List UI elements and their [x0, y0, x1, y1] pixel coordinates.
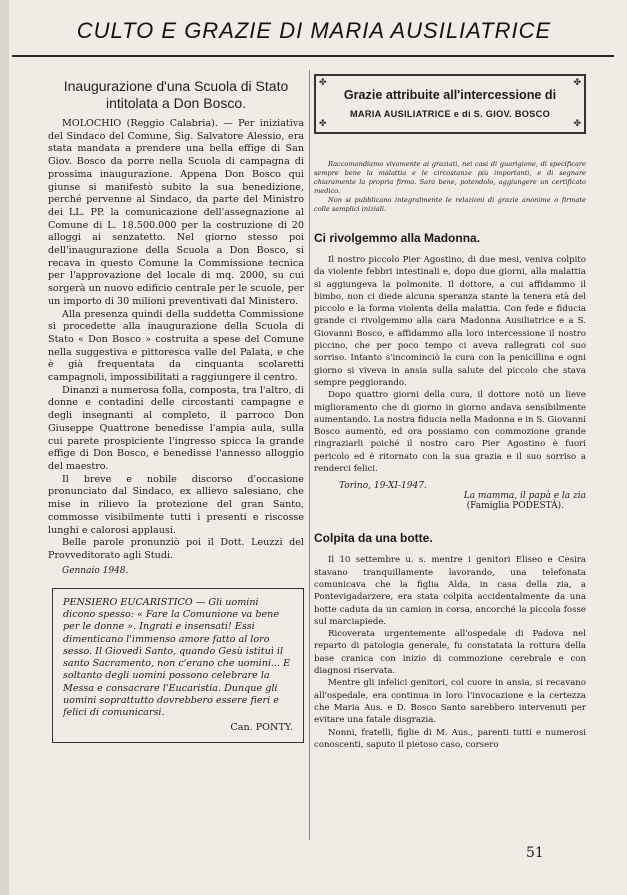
article-title	[48, 78, 304, 112]
box-lead: PENSIERO EUCARISTICO —	[63, 596, 206, 608]
notice-paragraph: Non si pubblicano integralmente le relazioni di grazie anonime o firmate colle semplici iniziali.	[314, 196, 586, 213]
graces-header-box	[314, 74, 586, 134]
article-paragraph: Alla presenza quindi della suddetta Commissione si procedette alla inaugurazione della Scuola di Stato « Don Bosco » costruita a spese del Comune nella suggestiva e pittoresca valle del Palata, e che è già frequentata da cinquanta scolaretti campagnoli, impossibilitati a raggiungere il centro.	[48, 308, 304, 384]
section-paragraph: Dopo quattro giorni della cura, il dottore notò un lieve miglioramento che di giorno in giorno andava sensibilmente aumentando. La nostra fiducia nella Madonna e in S. Giovanni Bosco aumentò, ed ora possiamo con commozione grande ringraziarli poiché il nostro caro Pier Agostino è fuori pericolo ed è ritornato con la sua grazia e il suo sorriso a renderci felici.	[314, 390, 586, 475]
section-date: Torino, 19-XI-1947.	[339, 481, 427, 492]
article-title-line1: Inaugurazione d'una Scuola di Stato	[63, 78, 289, 94]
page-binding-edge	[0, 0, 9, 895]
article-paragraph: MOLOCHIO (Reggio Calabria). — Per iniziativa del Sindaco del Comune, Sig. Salvatore Alessio, era stata mandata a prendere una bella effige di San Giov. Bosco da porre nella Scuola di campagna di prossima inaugurazione. Appena Don Bosco qui giunse si manifestò subito la sua benedizione, perché pervenne al Sindaco, da parte del Ministro dei LL. PP. la comunicazione dell'assegnazione al Comune di L. 18.500.000 per la costruzione di 20 alloggi ai senzatetto. Nel giorno stesso poi dell'inaugurazione della Scuola a Don Bosco, si recava in questo Comune la Commissione tecnica per l'approvazione del locale di mq. 2000, su cui sorgerà un nuovo edificio centrale per le scuole, per un importo di 30 milioni preventivati dal Ministero.	[48, 118, 304, 307]
article-paragraph: Il breve e nobile discorso d'occasione pronunciato dal Sindaco, ex allievo salesiano, che mise in rilievo la protezione del gran Santo, commosse visibilmente tutti i presenti e riscosse lunghi e calorosi applausi.	[48, 473, 304, 536]
notice-paragraph: Raccomandiamo vivamente ai graziati, nei casi di guarigione, di specificare sempre bene la malattia e le circostanze più importanti, e di segnare chiaramente la propria firma. Sarà bene, potendolo, aggiungere un certificato medico.	[314, 160, 586, 195]
title-rule	[12, 55, 614, 57]
section-paragraph: Il nostro piccolo Pier Agostino, di due mesi, veniva colpito da violente febbri intestinali e, dopo due giorni, alla malattia si aggiungeva la polmonite. Il dottore, a cui affidammo il bimbo, non ci diede alcuna speranza stante la tenera età del piccolo e la forma violenta della malattia. Con fede e fiducia grande ci rivolgemmo alla cara Madonna Ausiliatrice e a S. Giovanni Bosco, e affidammo alla loro intercessione il nostro piccino, che per poco tempo ci aveva rallegrati col suo sorriso. Intanto s'incominciò la cura con la penicillina e ogni giorno si viveva in ansia sulla salute del piccolo che stava sempre peggiorando.	[314, 255, 586, 388]
article-date: Gennaio 1948.	[62, 565, 129, 576]
page-title: CULTO E GRAZIE DI MARIA AUSILIATRICE	[76, 18, 552, 43]
box-signature: Can. PONTY.	[230, 721, 293, 733]
article-title-line2: intitolata a Don Bosco.	[105, 95, 247, 111]
section-paragraph: Nonni, fratelli, figlie di M. Aus., parenti tutti e numerosi conoscenti, saputo il pietoso caso, corsero	[314, 727, 586, 750]
ornament-icon: ✤	[319, 78, 327, 88]
section-heading: Ci rivolgemmo alla Madonna.	[314, 231, 481, 245]
left-column	[48, 72, 304, 743]
article-paragraph: Dinanzi a numerosa folla, composta, tra l'altro, di donne e contadini delle circostanti campagne e degli insegnanti al completo, il parroco Don Giuseppe Quattrone benedisse l'ampia aula, sulla cui parete prospiciente l'ingresso spicca la grande effige di Don Bosco, e benedisse l'annesso alloggio del maestro.	[48, 384, 304, 472]
section-signature: La mamma, il papà e la zia	[463, 491, 586, 502]
ornament-icon: ✤	[319, 119, 327, 129]
section-paragraph: Mentre gli infelici genitori, col cuore in ansia, si recavano all'ospedale, era continua in loro l'invocazione e la certezza che Maria Aus. e D. Bosco Santo sarebbero intervenuti per evitare una fatale disgrazia.	[314, 678, 586, 726]
graces-header-line1: Grazie attribuite all'intercessione di	[343, 88, 557, 102]
section-paragraph: Ricoverata urgentemente all'ospedale di Padova nel reparto di patologia generale, fu constatata la rottura della base cranica con inizio di commozione cerebrale e con diagnosi riservata.	[314, 629, 586, 677]
column-divider	[309, 70, 310, 840]
graces-header-line2: MARIA AUSILIATRICE e di S. GIOV. BOSCO	[349, 109, 551, 119]
right-column	[314, 72, 586, 751]
ornament-icon: ✤	[573, 78, 581, 88]
section-heading: Colpita da una botte.	[314, 531, 433, 546]
page-number: 51	[526, 845, 544, 861]
section-paragraph: Il 10 settembre u. s. mentre i genitori Eliseo e Cesira stavano tranquillamente lavorando, una telefonata comunicava che la figlia Alda, in casa della zia, a Pontevigadarzere, era stata colpita accidentalmente da una botte caduta da un camion in corsa, ancorché la piccola fosse sul marciapiede.	[314, 555, 586, 627]
eucharistic-thought-box	[52, 588, 304, 743]
article-paragraph: Belle parole pronunziò poi il Dott. Leuzzi del Provveditorato agli Studi.	[48, 537, 304, 561]
box-text: Gli uomini dicono spesso: « Fare la Comunione va bene per le donne ». Ingrati e insensati! Essi dimenticano l'immenso amore fatto al loro sesso. Il Giovedì Santo, quando Gesù istituì il santo Sacramento, non c'erano che uomini... E soltanto degli uomini possono celebrare la Messa e consacrare l'Eucaristia. Dunque gli uomini soprattutto dovrebbero essere fieri e felici di comunicarsi.	[63, 596, 291, 719]
section-signature-family: (Famiglia PODESTÀ).	[466, 501, 564, 512]
ornament-icon: ✤	[573, 119, 581, 129]
